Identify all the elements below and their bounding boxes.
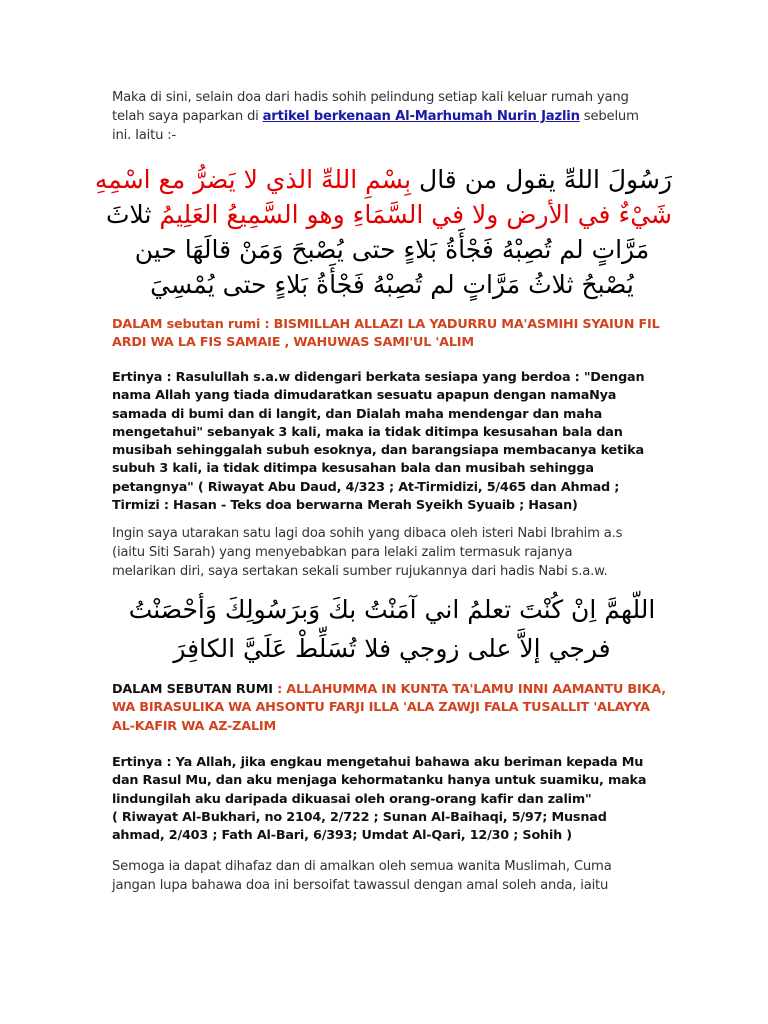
arabic-line: [94, 162, 672, 197]
paragraph-ingin: [112, 524, 672, 581]
text: telah saya paparkan di: [112, 109, 263, 124]
text-line: subuh 3 kali, ia tidak ditimpa kesusahan bala dan musibah sehingga: [112, 461, 594, 477]
text-line: [112, 107, 672, 126]
text-line: WA BIRASULIKA WA AHSONTU FARJI ILLA 'ALA ZAWJI FALA TUSALLIT 'ALAYYA: [112, 700, 650, 716]
text-line: nama Allah yang tiada dimudaratkan sesuatu apapun dengan namaNya: [112, 388, 617, 404]
translation-1: [112, 369, 672, 515]
text-line: mengetahui" sebanyak 3 kali, maka ia tidak ditimpa kesusahan bala dan: [112, 424, 623, 440]
text-line: petangnya" ( Riwayat Abu Daud, 4/323 ; At-Tirmidizi, 5/465 dan Ahmad ;: [112, 479, 620, 495]
arabic-doa-1: [94, 162, 672, 302]
text-line: Ingin saya utarakan satu lagi doa sohih yang dibaca oleh isteri Nabi Ibrahim a.s: [112, 526, 623, 541]
label: DALAM sebutan rumi :: [112, 317, 274, 332]
text-line: ini. Iaitu :-: [112, 128, 177, 143]
text-line: [112, 681, 672, 699]
text-line: ARDI WA LA FIS SAMAIE , WAHUWAS SAMI'UL 'ALIM: [112, 335, 474, 351]
arabic-text: ثلاثَ: [106, 200, 160, 229]
rumi-transliteration-2: [112, 681, 672, 736]
text-line: melarikan diri, saya sertakan sekali sumber rujukannya dari hadis Nabi s.a.w.: [112, 564, 608, 579]
arabic-doa-2: [112, 590, 672, 668]
arabic-line: مَرَّاتٍ لم تُصِبْهُ فَجْأَةُ بَلاءٍ حتى يُصْبحَ وَمَنْ قالَهَا حين: [134, 235, 650, 264]
text-line: AL-KAFIR WA AZ-ZALIM: [112, 718, 277, 734]
text-line: (iaitu Siti Sarah) yang menyebabkan para lelaki zalim termasuk rajanya: [112, 545, 573, 560]
text: sebelum: [579, 109, 639, 124]
arabic-line: فرجي إلاَّ على زوجي فلا تُسَلِّطْ عَلَيَّ الكافِرَ: [173, 634, 611, 663]
arabic-text-red: بِسْمِ اللهِّ الذي لا يَضرُّ مع اسْمِهِ: [94, 165, 412, 194]
text-line: Tirmizi : Hasan - Teks doa berwarna Merah Syeikh Syuaib ; Hasan): [112, 498, 578, 514]
text: : ALLAHUMMA IN KUNTA TA'LAMU INNI AAMANTU BIKA,: [277, 682, 666, 697]
text-line: lindungilah aku daripada dikuasai oleh orang-orang kafir dan zalim": [112, 791, 592, 807]
arabic-text-red: شَيْءٌ في الأرض ولا في السَّمَاءِ وهو السَّمِيعُ العَلِيمُ: [159, 200, 672, 229]
text-line: Ertinya : Ya Allah, jika engkau mengetahui bahawa aku beriman kepada Mu: [112, 755, 644, 770]
text-line: musibah sehinggalah subuh esoknya, dan barangsiapa membacanya ketika: [112, 443, 644, 459]
text-line: dan Rasul Mu, dan aku menjaga kehormatanku hanya untuk suamiku, maka: [112, 773, 647, 789]
text-line: Maka di sini, selain doa dari hadis sohih pelindung setiap kali keluar rumah yang: [112, 90, 629, 105]
intro-paragraph: [112, 88, 672, 145]
rumi-transliteration-1: [112, 316, 672, 353]
text-line: ( Riwayat Al-Bukhari, no 2104, 2/722 ; Sunan Al-Baihaqi, 5/97; Musnad: [112, 809, 607, 825]
paragraph-semoga: [112, 857, 672, 895]
translation-2: [112, 754, 672, 845]
arabic-text: رَسُولَ اللهِّ يقول من قال: [411, 165, 672, 194]
arabic-line: [106, 197, 672, 232]
label: DALAM SEBUTAN RUMI: [112, 682, 278, 697]
text-line: jangan lupa bahawa doa ini bersoifat tawassul dengan amal soleh anda, iaitu: [112, 878, 609, 893]
text-line: [112, 316, 672, 334]
text-line: Semoga ia dapat dihafaz dan di amalkan oleh semua wanita Muslimah, Cuma: [112, 859, 612, 874]
arabic-line: يُصْبحُ ثلاثُ مَرَّاتٍ لم تُصِبْهُ فَجْأَةُ بَلاءٍ حتى يُمْسِيَ: [150, 270, 634, 299]
article-link[interactable]: artikel berkenaan Al-Marhumah Nurin Jazlin: [262, 109, 580, 124]
text-line: ahmad, 2/403 ; Fath Al-Bari, 6/393; Umdat Al-Qari, 12/30 ; Sohih ): [112, 828, 572, 844]
text-line: samada di bumi dan di langit, dan Dialah maha mendengar dan maha: [112, 406, 603, 422]
text-line: Ertinya : Rasulullah s.a.w didengari berkata sesiapa yang berdoa : "Dengan: [112, 370, 645, 385]
text: BISMILLAH ALLAZI LA YADURRU MA'ASMIHI SYAIUN FIL: [273, 317, 660, 332]
arabic-line: اللّهمَّ اِنْ كُنْتَ تعلمُ اني آمَنْتُ بكَ وَبرَسُولِكَ وَأحْصَنْتُ: [128, 595, 656, 624]
